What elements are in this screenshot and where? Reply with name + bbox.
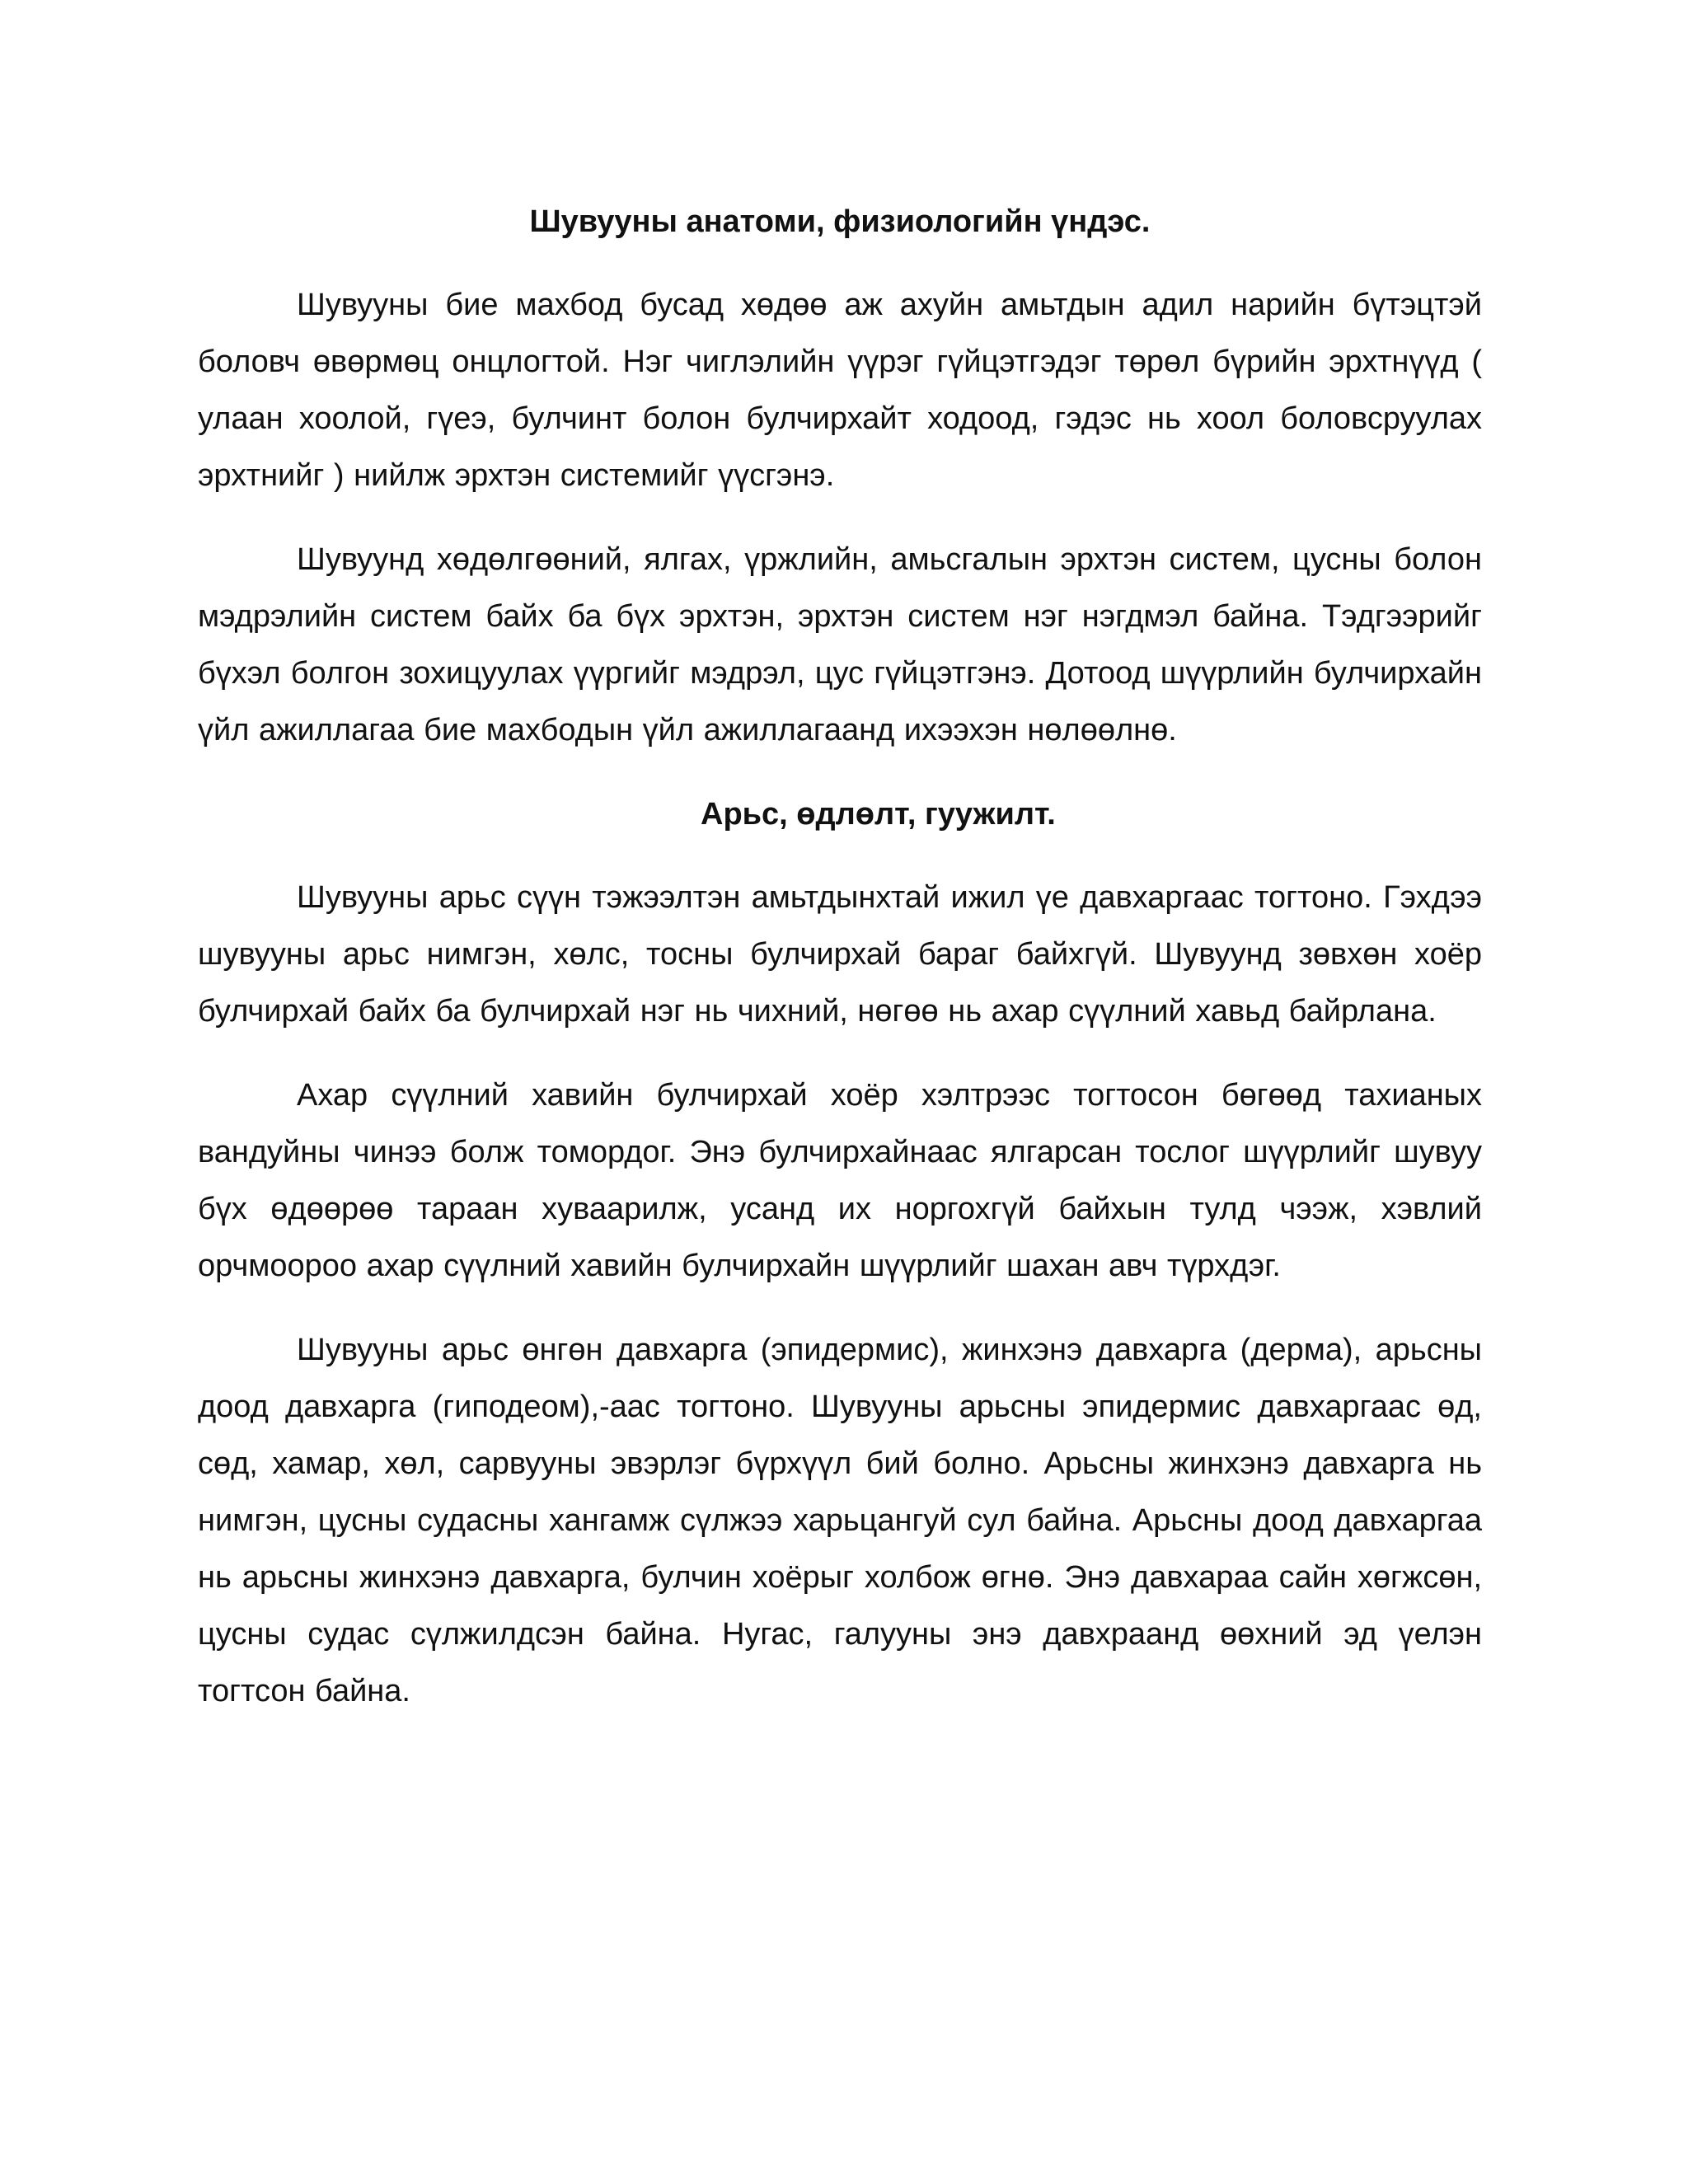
section-paragraph-2: Ахар сүүлний хавийн булчирхай хоёр хэлтрээс тогтосон бөгөөд тахианых вандуйны чинээ болж томордог. Энэ булчирхайнаас ялгарсан тослог шүүрлийг шувуу бүх өдөөрөө тараан хуваарилж, усанд их норгохгүй байхын тулд чээж, хэвлий орчмоороо ахар сүүлний хавийн булчирхайн шүүрлийг шахан авч түрхдэг. (198, 1078, 1482, 1283)
intro-paragraph-2: Шувуунд хөдөлгөөний, ялгах, үржлийн, амьсгалын эрхтэн систем, цусны болон мэдрэлийн систем байх ба бүх эрхтэн, эрхтэн систем нэг нэгдмэл байна. Тэдгээрийг бүхэл болгон зохицуулах үүргийг мэдрэл, цус гүйцэтгэнэ. Дотоод шүүрлийн булчирхайн үйл ажиллагаа бие махбодын үйл ажиллагаанд ихээхэн нөлөөлнө. (198, 542, 1482, 748)
document-title: Шувууны анатоми, физиологийн үндэс. (529, 204, 1151, 239)
section-paragraph-1: Шувууны арьс сүүн тэжээлтэн амьтдынхтай ижил үе давхаргаас тогтоно. Гэхдээ шувууны арьс нимгэн, хөлс, тосны булчирхай бараг байхгүй. Шувуунд зөвхөн хоёр булчирхай байх ба булчирхай нэг нь чихний, нөгөө нь ахар сүүлний хавьд байрлана. (198, 880, 1482, 1029)
section-title: Арьс, өдлөлт, гуужилт. (701, 797, 1056, 832)
document-page (198, 194, 1482, 1747)
section-paragraph-3: Шувууны арьс өнгөн давхарга (эпидермис), жинхэнэ давхарга (дерма), арьсны доод давхарга (гиподеом),-аас тогтоно. Шувууны арьсны эпидермис давхаргаас өд, сөд, хамар, хөл, сарвууны эвэрлэг бүрхүүл бий болно. Арьсны жинхэнэ давхарга нь нимгэн, цусны судасны хангамж сүлжээ харьцангуй сул байна. Арьсны доод давхаргаа нь арьсны жинхэнэ давхарга, булчин хоёрыг холбож өгнө. Энэ давхараа сайн хөгжсөн, цусны судас сүлжилдсэн байна. Нугас, галууны энэ давхраанд өөхний эд үелэн тогтсон байна. (198, 1333, 1482, 1708)
intro-paragraph-1: Шувууны бие махбод бусад хөдөө аж ахуйн амьтдын адил нарийн бүтэцтэй боловч өвөрмөц онцлогтой. Нэг чиглэлийн үүрэг гүйцэтгэдэг төрөл бүрийн эрхтнүүд ( улаан хоолой, гүеэ, булчинт болон булчирхайт ходоод, гэдэс нь хоол боловсруулах эрхтнийг ) нийлж эрхтэн системийг үүсгэнэ. (198, 288, 1482, 493)
